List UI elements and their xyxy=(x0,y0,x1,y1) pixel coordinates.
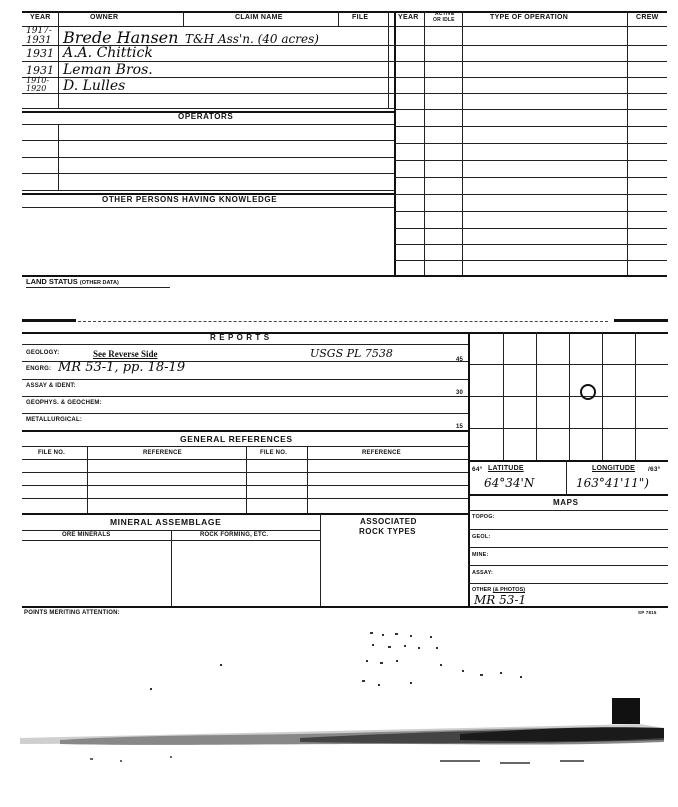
reference-col-1: REFERENCE xyxy=(143,450,182,456)
operations-year-header: YEAR xyxy=(398,14,419,21)
latitude-label: LATITUDE xyxy=(488,465,524,472)
owner-row-year: 1910- xyxy=(26,76,50,85)
owner-row-year: 1931 xyxy=(26,47,54,60)
scan-noise xyxy=(0,620,678,807)
geophys-label: GEOPHYS. & GEOCHEM: xyxy=(26,400,102,406)
mineral-assemblage-title: MINERAL ASSEMBLAGE xyxy=(110,517,222,527)
owner-name: Brede Hansen xyxy=(63,28,179,47)
form-code: SP 7815 xyxy=(638,610,657,615)
owner-name: Leman Bros. xyxy=(63,62,153,78)
latitude-value: 64°34'N xyxy=(484,476,535,490)
claim-name-header: CLAIM NAME xyxy=(235,14,283,21)
associated-rock-types-top: ASSOCIATED xyxy=(360,517,417,526)
owner-row-year: 1917- xyxy=(26,26,52,36)
maps-mine-label: MINE: xyxy=(472,552,489,558)
engrg-label: ENGRG: xyxy=(26,366,52,372)
idle-header: OR IDLE xyxy=(433,17,455,23)
associated-rock-types-bottom: ROCK TYPES xyxy=(359,527,417,536)
longitude-value: 163°41'11") xyxy=(576,476,649,490)
owner-row-year-end: 1931 xyxy=(26,35,52,46)
geology-label: GEOLOGY: xyxy=(26,350,60,356)
side-number-15: 15 xyxy=(456,424,464,430)
file-header: FILE xyxy=(352,14,369,21)
maps-other-text: OTHER xyxy=(472,587,492,593)
maps-title: MAPS xyxy=(553,498,579,507)
reports-title: R E P O R T S xyxy=(210,333,270,342)
separator-bar-left xyxy=(22,319,76,322)
land-status-sub: (OTHER DATA) xyxy=(79,280,119,286)
location-grid xyxy=(470,332,668,460)
lon-suffix: /63° xyxy=(648,466,661,473)
geology-value: See Reverse Side xyxy=(93,349,158,359)
owner-header: OWNER xyxy=(90,14,119,21)
maps-other-sub: (& PHOTOS) xyxy=(492,587,526,593)
land-status-text: LAND STATUS xyxy=(26,277,78,286)
active-header: ACTIVE xyxy=(435,11,455,17)
type-of-operation-header: TYPE OF OPERATION xyxy=(490,14,569,21)
file-no-col-2: FILE NO. xyxy=(260,450,287,456)
owner-name: A.A. Chittick xyxy=(63,45,153,61)
other-persons-label: OTHER PERSONS HAVING KNOWLEDGE xyxy=(102,195,278,204)
crew-header: CREW xyxy=(636,14,659,21)
owner-name: D. Lulles xyxy=(63,78,126,94)
operators-label: OPERATORS xyxy=(178,112,234,121)
separator-bar-right xyxy=(614,319,668,322)
maps-topog-label: TOPOG: xyxy=(472,514,495,520)
engrg-value: MR 53-1, pp. 18-19 xyxy=(58,360,186,375)
metallurgical-label: METALLURGICAL: xyxy=(26,417,83,423)
owner-row-year-end: 1920 xyxy=(26,84,47,93)
longitude-label: LONGITUDE xyxy=(592,465,636,472)
side-number-45: 45 xyxy=(456,357,464,363)
points-meriting-label: POINTS MERITING ATTENTION: xyxy=(24,610,120,616)
claim-name: T&H Ass'n. (40 acres) xyxy=(185,32,319,46)
general-references-title: GENERAL REFERENCES xyxy=(180,434,293,444)
file-no-col-1: FILE NO. xyxy=(38,450,65,456)
maps-other-value: MR 53-1 xyxy=(474,593,527,607)
land-status-label xyxy=(26,277,119,286)
assay-ident-label: ASSAY & IDENT: xyxy=(26,383,76,389)
reference-col-2: REFERENCE xyxy=(362,450,401,456)
location-marker xyxy=(580,384,596,400)
owner-row-year: 1931 xyxy=(26,64,54,77)
ore-minerals-header: ORE MINERALS xyxy=(62,532,111,538)
maps-assay-label: ASSAY: xyxy=(472,570,494,576)
side-number-30: 30 xyxy=(456,390,464,396)
maps-geol-label: GEOL: xyxy=(472,534,491,540)
rock-forming-header: ROCK FORMING, ETC. xyxy=(200,532,269,538)
owners-year-header: YEAR xyxy=(30,14,51,21)
geology-reference: USGS PL 7538 xyxy=(310,347,393,360)
lat-prefix: 64° xyxy=(472,466,483,473)
